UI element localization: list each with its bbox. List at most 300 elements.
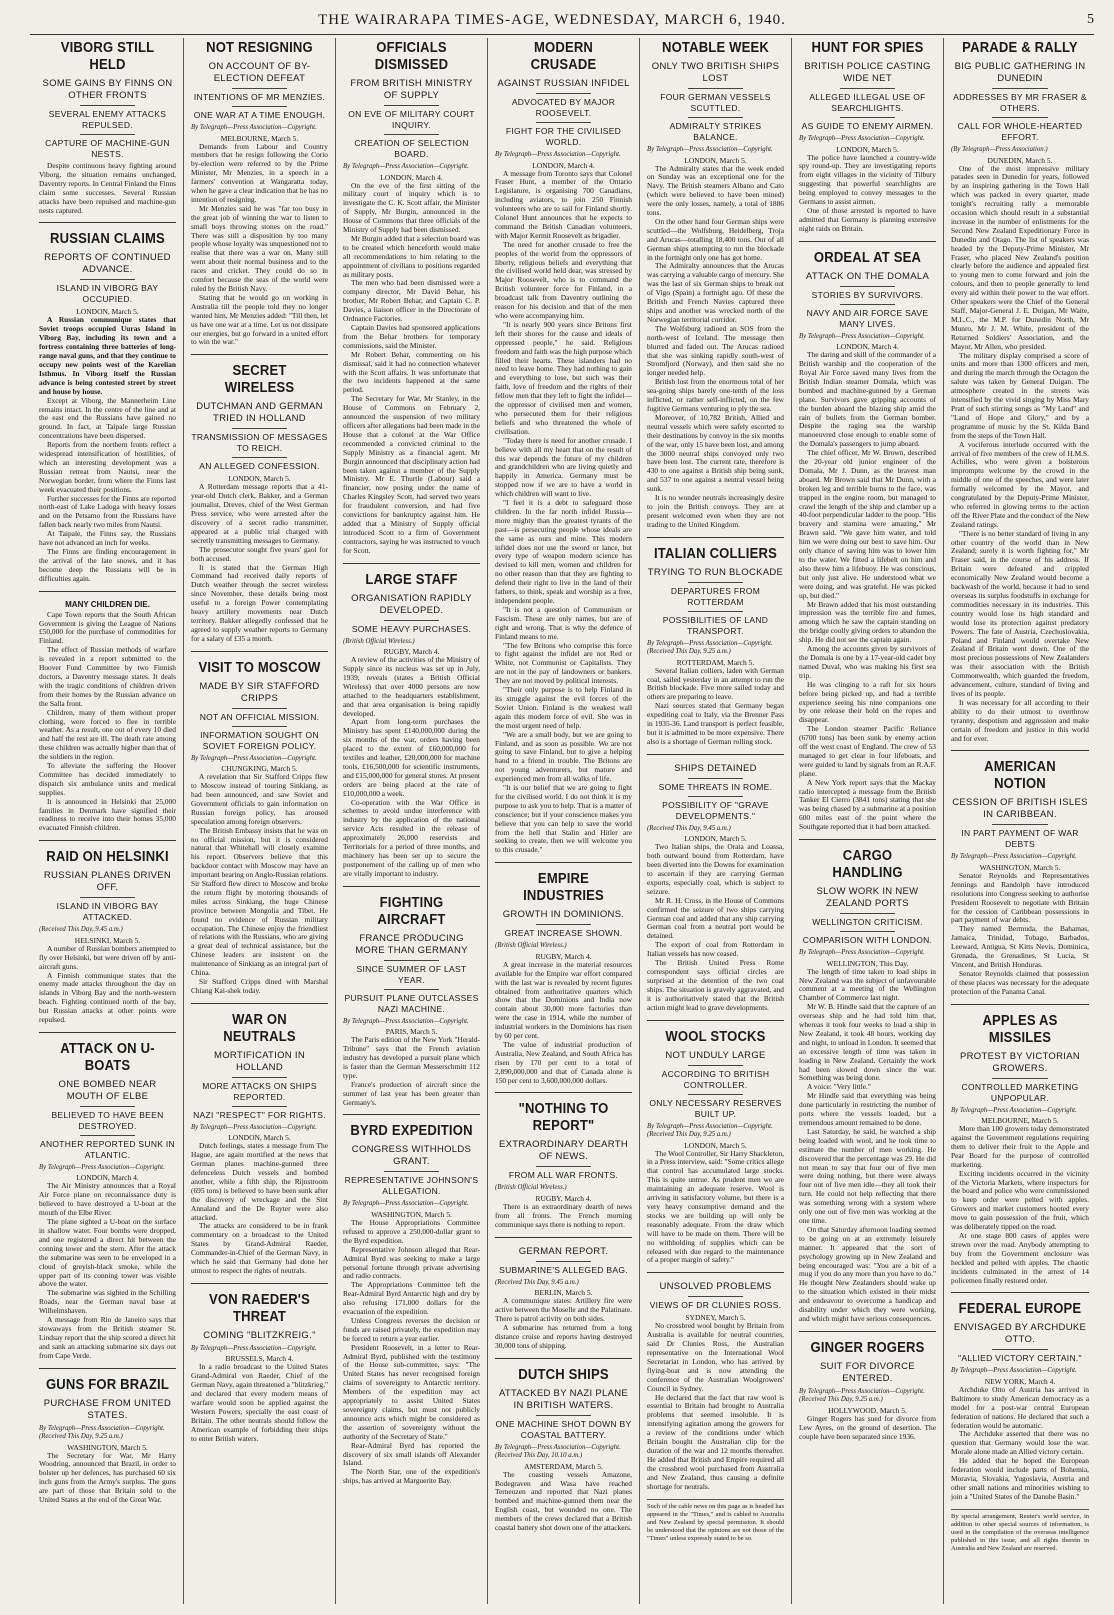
paragraph: "It is not a question of Communism or Fascism. These are only names, but are of right and wrong. That is why the defence of Finland means to me. (495, 604, 632, 641)
article (39, 1368, 176, 1505)
deck-divider (840, 117, 895, 118)
deck-divider (536, 1261, 591, 1262)
paragraph: The plane sighted a U-boat on the surface in shallow water. Four bombs were dropped, and one registered a direct hit between the conning tower and the stern. After the attack the submarine was seen to be enveloped in a cloud of greyish-black smoke, while the upper part of its conning tower was visible above the water. (39, 1217, 176, 1289)
article (647, 754, 784, 1013)
dateline: AMSTERDAM, March 5. (524, 1461, 603, 1471)
paragraph: A voice: "Very little." (807, 1082, 871, 1092)
press-credit: (British Official Wireless.) (343, 637, 415, 645)
paragraph: He declared that the fact that raw wool is essential to Britain had brought to Australia problems that seemed insoluble. It is intensifying agitation among the growers for a review of the conditions under which Britain bought the Australian clip for the duration of the war and 12 months thereafter. He added that British and Empire required all the crossbred wool purchased from Australia and New Zealand, thus causing a definite shortage for neutrals. (647, 1392, 784, 1491)
subheadline: PURCHASE FROM UNITED STATES. (43, 1397, 172, 1421)
headline: BYRD EXPEDITION (350, 1123, 473, 1140)
paragraph: The Air Ministry announces that a Royal Air Force plane on reconnaissance duty is believed to have destroyed a U-boat at the mouth of the Elbe River. (39, 1181, 176, 1218)
press-credit: By Telegraph—Press Association—Copyright. (647, 146, 773, 153)
deck-divider (80, 134, 135, 135)
deck-divider (232, 1106, 287, 1107)
subheadline: ONE WAR AT A TIME ENOUGH. (193, 110, 326, 120)
deck-divider (80, 897, 135, 898)
dateline: LONDON, March 5. (228, 474, 291, 484)
paragraph: On the eve of the first sitting of the military court of inquiry which is to investigate the C. K. Scott affair, the Minister of Supply, Mr Burgin, announced in the House of Commons that three officials of the Ministry of Supply had been dismissed. (343, 180, 480, 235)
headline: FIGHTING AIRCRAFT (377, 894, 446, 928)
article (191, 1003, 328, 1276)
paragraph: On that Saturday afternoon loading seemed to be going on at an extremely leisurely manner. It appeared that the sort of psychology growing up in New Zealand and being encouraged was: "You are a bit of a mug if you do any more than you have to do." He thought New Zealanders should wake up to the situation which existed in their midst and endeavour to overcome a handicap and disability under which they were working, and which might have serious consequences. (799, 1224, 936, 1323)
subheadline: MADE BY SIR STAFFORD CRIPPS (199, 680, 320, 704)
article-body (647, 667, 784, 747)
paragraph: Exciting incidents occurred in the vicinity of the Victoria Markets, where inspectors for the board and police who were commissioned to keep order were pelted with apples. Growers and market customers hooted every move to gain possession of the fruit, which was deliberately tipped on the road. (951, 1168, 1089, 1232)
dateline: WASHINGTON, March 5. (979, 862, 1061, 872)
press-credit: By Telegraph—Press Association—Copyright. (191, 754, 317, 762)
news-column (32, 38, 184, 1604)
article-body (191, 483, 328, 643)
subheadline: ATTACKED BY NAZI PLANE IN BRITISH WATERS. (498, 1387, 629, 1411)
article (951, 1292, 1089, 1501)
subheadline: INTENTIONS OF MR MENZIES. (193, 92, 326, 102)
subheadline: PROTEST BY VICTORIAN GROWERS. (959, 1050, 1081, 1074)
article-body (799, 1415, 936, 1442)
article (799, 839, 936, 1324)
dateline: LONDON, March 5. (684, 1140, 747, 1150)
deck-divider (688, 778, 743, 779)
subheadline: ISLAND IN VIBORG BAY OCCUPIED. (56, 283, 159, 305)
subheadline: REPORTS OF CONTINUED ADVANCE. (44, 252, 171, 276)
paragraph: The police have launched a country-wide spy round-up. They are investigating reports from eight villages in the vicinity of Tilbury suggesting that powerful searchlights are being employed to convey messages to the Germans to assist airmen. (799, 152, 936, 207)
article (343, 886, 480, 1108)
dateline: PARIS, March 5. (385, 1027, 438, 1037)
deck-divider (840, 913, 895, 914)
deck-divider (688, 796, 743, 797)
headline: DUTCH SHIPS (518, 1366, 609, 1383)
paragraph: At one stage 800 cases of apples were strewn over the road. Anybody attempting to buy from the Government enclosure was heckled and pelted with apples. The chaotic incidents culminated in the arrest of 14 policemen finally restored order. (951, 1230, 1089, 1285)
dateline: LONDON, March 4. (380, 172, 443, 182)
subheadline: SOME HEAVY PURCHASES. (351, 623, 472, 634)
article (495, 1092, 632, 1229)
paragraph: Senator Reynolds and Representatives Jennings and Randolph have introduced resolutions into Congress seeking to authorise President Roosevelt to negotiate with Britain for the cession of Caribbean possessions in part payment of war debts. (951, 870, 1089, 925)
press-credit: (By Telegraph—Press Association.) (951, 146, 1048, 153)
dateline: DUNEDIN, March 5. (987, 155, 1053, 165)
subheadline: ON ACCOUNT OF BY-ELECTION DEFEAT (208, 61, 311, 84)
paragraph: He was clinging to a raft for six hours before being picked up, and had a terrible experience seeing his nine companions one by one release their hold on the ropes and disappear. (799, 679, 936, 725)
deck-divider (992, 824, 1047, 825)
article-body (647, 165, 784, 530)
paragraph: The military display comprised a score of units and more than 1300 officers and men, and during the march through the Octagon the salute was taken by General Duigan. The atmosphere created in the streets was intensified by the vivid singing by Miss Mary Pratt of such stirring songs as "My Land" and "Land of Hope and Glory," and by a programme of music by the St. Kilda Band from the steps of the Town Hall. (951, 350, 1089, 440)
press-credit: By Telegraph—Press Association—Copyright. (343, 1200, 469, 1208)
article (39, 1032, 176, 1361)
deck-divider (992, 1078, 1047, 1079)
paragraph: It is no wonder neutrals increasingly desire to join the British convoys. They are at present welcomed even when they are not trading to the United Kingdom. (647, 493, 784, 529)
press-credit: By Telegraph—Press Association—Copyright. (Received This Day, 9.25 a.m.) (647, 639, 773, 656)
press-credit: By Telegraph—Press Association—Copyright. (799, 332, 925, 340)
press-credit: (British Official Wireless.) (495, 942, 567, 950)
subheadline: UNSOLVED PROBLEMS (659, 1281, 772, 1293)
page-number: 5 (1087, 12, 1094, 27)
deck-divider (992, 1349, 1047, 1350)
headline: VISIT TO MOSCOW (198, 659, 321, 676)
deck-divider (232, 1077, 287, 1078)
paragraph: Children, many of them without proper clothing, were forced to flee in terrible weather. As a result, one out of every 10 died and half the rest are ill. The death rate among these children was actually higher than that of the soldiers in the region. (39, 707, 176, 762)
headline: VON RAEDER'S THREAT (209, 1291, 310, 1325)
subheadline: NAVY AND AIR FORCE SAVE MANY LIVES. (806, 307, 929, 329)
paragraph: The attacks are considered to be in frank commentary on a broadcast to the United States by Grand-Admiral Raeder, Commander-in-Chief of the German Navy, in which he said that Germany had done her utmost to respect the rights of neutrals. (191, 1221, 328, 1275)
subheadline: SEVERAL ENEMY ATTACKS REPULSED. (48, 109, 167, 130)
paragraph: A communique states: Artillery fire were active between the Moselle and the Palatinate. There is patrol activity on both sides. (495, 1296, 632, 1323)
deck-divider (536, 1415, 591, 1416)
subheadline: CALL FOR WHOLE-HEARTED EFFORT. (957, 121, 1083, 142)
subheadline: CREATION OF SELECTION BOARD. (354, 138, 469, 159)
deck-divider (688, 1065, 743, 1066)
subheadline: ATTACK ON THE DOMALA (805, 270, 930, 282)
deck-divider (80, 1135, 135, 1136)
paragraph: Mr R. H. Cross, in the House of Commons confirmed the seizure of two ships carrying German coal and added that any ship carrying German coal from a neutral port would be detained. (647, 895, 784, 941)
headline: RAID ON HELSINKI (46, 849, 169, 866)
article (191, 354, 328, 643)
paragraph: Further successes for the Finns are reported north-east of Lake Ladoga with heavy losses and on the Petsamo front the Russians have fallen back nearly two miles from Nautsi. (39, 493, 176, 530)
paragraph: Unless Congress reverses the decision or funds are raised privately, the expedition may be forced to return a year earlier. (343, 1315, 480, 1343)
subheadline: REPRESENTATIVE JOHNSON'S ALLEGATION. (344, 1175, 479, 1197)
deck-divider (688, 88, 743, 89)
deck-divider (384, 134, 439, 135)
subheadline: CAPTURE OF MACHINE-GUN NESTS. (45, 138, 170, 159)
paragraph: "It is our belief that we are going to fight for the civilised world. I do not think it is my purpose to ask you to help. That is a matter of conscience; but if your conscience makes you believe that you can help to save the world from the hell that Stalin and Hitler are seeking to create, then we will welcome you to this crusade." (495, 783, 632, 855)
headline: GINGER ROGERS (810, 1339, 925, 1356)
paragraph: "Today there is need for another crusade. I believe with all my heart that on the result of this war depends the future of my children and grandchildren who are living quietly and happily in America. Germany must be stopped now if we are to have a world in which children will want to live. (495, 435, 632, 499)
paragraph: The daring and skill of the commander of a British warship and the cooperation of the Royal Air Force saved many lives from the British Indian steamer Domala, which was bombed and machine-gunned by a German plane. Survivors gave gripping accounts of the burden aboard the blazing ship amid the rain of bullets from the German bomber. Despite the raging sea the warship manoeuvred close enough to enable some of the Domala's passengers to jump aboard. (799, 350, 936, 449)
subheadline: TRANSMISSION OF MESSAGES TO REICH. (191, 432, 328, 454)
headline: NOT RESIGNING (206, 40, 313, 56)
paragraph: The Secretary for War, Mr Harry Woodring, announced that Brazil, in order to bolster up her defences, has purchased 60 six inch guns from the Army's surplus. The guns are part of those that Britain sold to the United States at the end of the Great War. (39, 1450, 176, 1505)
deck-divider (384, 105, 439, 106)
subheadline: NOT UNDULY LARGE (665, 1049, 766, 1061)
deck-divider (80, 105, 135, 106)
headline: APPLES AS MISSILES (982, 1012, 1058, 1046)
subheadline: SHIPS DETAINED (674, 762, 757, 774)
paragraph: A vociferous interlude occurred with the arrival of five members of the crew of H.M.S. Achilles, who were given a boisterous impromptu welcome by the crowd in the middle of one of the speeches, and were later formally welcomed by the Mayor, and congratulated by the Deputy-Prime Minister, who referred in glowing terms to the action off the River Plate and the conduct of the New Zealand ratings. (951, 439, 1089, 529)
paragraph: Senator Reynolds claimed that possession of these places was necessary for the adequate protection of the Panama Canal. (951, 968, 1089, 996)
paragraph: A revelation that Sir Stafford Cripps flew to Moscow instead of touring Sinkiang, as had been announced, and saw Soviet and Government officials to gain information on Russian foreign policy, has aroused speculation among foreign observers. (191, 772, 328, 826)
subheadline: SLOW WORK IN NEW ZEALAND PORTS (816, 886, 919, 910)
press-credit: By Telegraph—Press Association—Copyright. (951, 1106, 1077, 1114)
press-credit: By Telegraph—Press Association—Copyright. (951, 1367, 1077, 1375)
dateline: SYDNEY, March 5. (685, 1313, 746, 1323)
dateline: LONDON, March 5. (684, 155, 747, 165)
headline: "NOTHING TO REPORT" (518, 1101, 609, 1135)
article-body (647, 843, 784, 1012)
paragraph: The Admiralty announces that the Arucas was carrying a valuable cargo of mercury. She was the last of six German ships to break out of Vigo (Spain) a fortnight ago. Of these the British and French Navies captured three ships and another was wrecked north of the Norwegian territorial corridor. (647, 261, 784, 324)
headline: ATTACK ON U-BOATS (60, 1040, 155, 1074)
article-body (495, 1203, 632, 1230)
paragraph: Co-operation with the War Office in schemes to avoid undue interference with industry by the application of the national service Acts resulted in the release of approximately 26,000 reservists and Territorials for a period of three months, and machinery has been set up to secure the postponement of the calling up of men who are vitally important to industry. (343, 797, 480, 878)
article (343, 40, 480, 556)
press-credit: By Telegraph—Press Association—Copyright. (Received This Day, 9.25 a.m.) (647, 1122, 773, 1139)
dateline: CHUNGKING, March 5. (221, 764, 298, 774)
dateline: WASHINGTON, March 5. (371, 1209, 452, 1219)
paragraph: The Appropriations Committee left the Rear-Admiral Byrd Antarctic high and dry by also refusing 171,000 dollars for the evacuation of the expedition. (343, 1280, 480, 1317)
article (799, 40, 936, 234)
dateline: RUGBY, March 4. (535, 951, 592, 961)
deck-divider (232, 88, 287, 89)
paragraph: Dutch feelings, states a message from The Hague, are again mortified at the news that German planes machine-gunned three defenceless Dutch vessels and bombed another, while a fifth ship, the Rijnstroom (695 tons) is believed to have been sunk after the discovery of wreckage and the Sint Annaland and the De Ruyter were also attacked. (191, 1141, 328, 1222)
headline: NOTABLE WEEK (661, 40, 770, 56)
deck-divider (232, 428, 287, 429)
press-credit: By Telegraph—Press Association—Copyright. (Received This Day, 10.10 a.m.) (495, 1443, 621, 1460)
subheadline: GERMAN REPORT. (518, 1245, 609, 1257)
deck-divider (384, 1171, 439, 1172)
paragraph: One of those arrested is reported to have admitted that Germany is planning extensive night raids on Britain. (799, 205, 936, 233)
dateline: LONDON, March 5. (76, 307, 139, 317)
press-credit: By Telegraph—Press Association—Copyright. (799, 949, 925, 957)
article-body (495, 1297, 632, 1350)
subheadline: SOME GAINS BY FINNS ON OTHER FRONTS (42, 78, 173, 101)
article (951, 750, 1089, 996)
subheadline: DUTCHMAN AND GERMAN TRIED IN HOLLAND (196, 401, 323, 425)
article-body (799, 968, 936, 1324)
paragraph: British lost from the enormous total of her sea-going ships barely one-tenth of the loss inflicted, or rather self-inflicted, on the few fugitive Germans venturing to ply the sea. (647, 377, 784, 413)
paragraph: Mr Menzies said he was "far too busy in the great job of winning the war to listen to small boys throwing stones on the road." There was still a disposition by too many people whose loyalty was unquestioned not to realise that there was a war on. Many still went about their normal business and to the races and cricket. They could do so in comfort because the seas of the world were ruled by the British Navy. (191, 203, 328, 293)
paragraph: The British United Press Rome correspondent says official circles are surprised at the detention of the two coal ships. The situation is gravely aggravated, and it is authoritatively stated that the British action might lead to grave developments. (647, 958, 784, 1012)
headline: GUNS FOR BRAZIL (45, 1376, 170, 1393)
deck-divider (384, 960, 439, 961)
dateline: ROTTERDAM, March 5. (676, 657, 755, 667)
headline: HUNT FOR SPIES (811, 40, 924, 56)
masthead-title: THE WAIRARAPA TIMES-AGE, WEDNESDAY, MARCH 6, 1940. (318, 11, 786, 28)
paragraph: The British Embassy insists that he was on no official mission, but it is considered natural that Whitehall will closely examine his report. Observers believe that this backdoor contact with Moscow may have an important bearing on Anglo-Russian relations. Sir Stafford flew direct to Moscow and broke the return flight by motoring thousands of miles across Sinkiang, the huge Chinese province between Mongolia and Tibet. He found no evidence of Russian military occupation. The Chinese enjoy the friendliest of relations with the Russians, who are giving a great deal of technical assistance, but the Chinese leaders are insistent on the maintenance of Sinkiang as an integral part of China. (191, 825, 328, 978)
headline: LARGE STAFF (365, 571, 458, 588)
paragraph: The coasting vessels Amazone, Bodegraven and Wasa have reached Terneuzen and reported that Nazi planes bombed and machine-gunned them near the English coast, but wounded no one. The members of the crews declared that a British coastal battery shot down one of the attackers. (495, 1469, 632, 1533)
deck-divider (232, 708, 287, 709)
press-credit: (British Official Wireless.) (495, 1184, 567, 1192)
subheadline: ONLY TWO BRITISH SHIPS LOST (651, 61, 780, 84)
subheadline: ONE BOMBED NEAR MOUTH OF ELBE (58, 1078, 157, 1102)
article-body (191, 1142, 328, 1276)
article-body (39, 162, 176, 215)
subheadline: ANOTHER REPORTED SUNK IN ATLANTIC. (39, 1138, 176, 1160)
paragraph: Representative Johnson alleged that Rear-Admiral Byrd was seeking to make a large personal fortune through private advertising and radio contracts. (343, 1244, 480, 1281)
subheadline: BIG PUBLIC GATHERING IN DUNEDIN (954, 61, 1086, 84)
news-column (944, 38, 1096, 1604)
paragraph: "There is no better standard of living in any other country of the world than in New Zealand; surely it is worth fighting for," Mr Fraser said, in the course of his address. If Britain were defeated and crippled economically New Zealand would become a backwash of the world, because it had to send overseas its surplus foodstuffs in exchange for commodities necessary in its industries. This country would lose its high standard and would lose its protection against predatory Powers. The fate of Austria, Czechoslovakia, Poland and Finland would overtake New Zealand if Britain went down. One of the most precious possessions of New Zealanders was their association with the British Commonwealth, which guarded the freedom, advancement, culture, standard of living and lives of its people. (951, 528, 1089, 698)
deck-divider (536, 1166, 591, 1167)
deck-divider (384, 989, 439, 990)
subheadline: MORE ATTACKS ON SHIPS REPORTED. (202, 1080, 317, 1102)
headline: FEDERAL EUROPE (958, 1301, 1082, 1318)
subheadline: ACCORDING TO BRITISH CONTROLLER. (661, 1068, 770, 1090)
deck-divider (688, 611, 743, 612)
article-body (343, 1219, 480, 1486)
deck-divider (536, 122, 591, 123)
subheadline: COMPARISON WITH LONDON. (802, 935, 933, 946)
paragraph: The Wolfsburg radioed an SOS from the north-west of Iceland. The message then blurred and faded out. The Arucas radioed that she was sinking rapidly south-west of Stromfjord (Norway), and then said she no longer needed help. (647, 323, 784, 378)
paragraph: A message from Toronto says that Colonel Fraser Hunt, a member of the Ontario Legislature, is organising 700 Canadians, including aviators, to join 250 Finnish volunteers who are to sail for Finland shortly. Colonel Hunt announces that he expects to command the British Canadian volunteers, with Major Kermit Roosevelt as brigadier. (495, 168, 632, 240)
paragraph: "It is nearly 900 years since Britons first left their shores for the cause and ideals of oppressed people," he said. Religious freedom and faith was the high purpose which filled their hearts. These islanders had no need to leave home. They had nothing to gain and everything to lose, but such was their faith, love of freedom and the rights of their fellow men that they left to fight the infidel—the oppressor of civilised men and women, who persecuted them for their religious beliefs and who threatened the whole of civilisation. (495, 319, 632, 436)
press-credit: (Received This Day, 9.45 a.m.) (647, 824, 731, 832)
headline: VIBORG STILL HELD (60, 40, 155, 73)
deck-divider (840, 286, 895, 287)
paragraph: The export of coal from Rotterdam in Italian vessels has now ceased. (647, 940, 784, 959)
paragraph: Mr Hindle said that everything was being done particularly in restricting the number of ports where the vessels loaded, but a tremendous amount remained to be done. (799, 1091, 936, 1127)
deck-divider (688, 582, 743, 583)
paragraph: Two Italian ships, the Orata and Loassa, both outward bound from Rotterdam, have been diverted into the Downs for examination to ascertain if they are carrying German exports, especially coal, which is subject to seizure. (647, 842, 784, 896)
paragraph: The effect of Russian methods of warfare is revealed in a report submitted to the Hoover Fund Committee by two Finnish doctors, a Daventry message states. It deals with the tragic conditions of children driven from their homes by the Russian advance on the Salla front. (39, 645, 176, 708)
news-column (640, 38, 792, 1604)
subheadline: BELIEVED TO HAVE BEEN DESTROYED. (51, 1109, 164, 1131)
paragraph: The Archduke asserted that there was no question that Germany would lose the war. Morale alone made an Allied victory certain. (951, 1429, 1089, 1457)
paragraph: Stating that he would go on working in Australia till the people told they no longer wanted him, Mr Menzies added: "Till then, let us have one war at a time. Let us not dissipate our energies, but go forward in a united effort to win the war." (191, 292, 328, 347)
article-body (191, 1363, 328, 1443)
dateline: MELBOURNE, March 5. (220, 133, 299, 143)
headline: RUSSIAN CLAIMS (50, 231, 165, 248)
dateline: RUGBY, March 4. (383, 647, 440, 657)
paragraph: Mr Burgin added that a selection board was to be created which henceforth would make all recommendations to him relating to the appointment of civilians to positions regarded as military posts. (343, 233, 480, 279)
paragraph: At Taipale, the Finns say, the Russians have not advanced an inch for weeks. (39, 529, 176, 548)
paragraph: France's production of aircraft since the summer of last year has been greater than Germany's. (343, 1079, 480, 1107)
article (39, 222, 176, 583)
press-credit: By Telegraph—Press Association—Copyright. (495, 151, 621, 158)
paragraph: Mr W. B. Hindle said that the capture of an overseas ship and he had told him that, whereas it took four weeks to load a ship in New Zealand, it took 48 hours, working day and night, to unload in London. It seemed that an excessive length of time was taken in loading in New Zealand. Certainly the work had been slowed down since the war. Something was being done. (799, 1002, 936, 1083)
paragraph: No crossbred wool bought by Britain from Australia is available for neutral countries, said Dr Clunies Ross, the Australian representative on the International Wool Secretariat in London, who has arrived by flying-boat and is now attending the conference of the Australian Woolgrowers' Council in Sydney. (647, 1321, 784, 1393)
paragraph: A New York report says that the Mackay radio intercepted a message from the British Tanker El Cierro (3841 tons) stating that she was being chased by a submarine at a position 600 miles east of the point where the Southgate reported that it had been attacked. (799, 777, 936, 832)
paragraph: On the other hand four German ships were scuttled—the Wolfsburg, Heidelberg, Troja and Arucas—totalling 18,400 tons. Out of all German ships attempting to run the blockade in the fortnight only one has got home. (647, 216, 784, 262)
press-credit: By Telegraph—Press Association—Copyright. (343, 1017, 469, 1025)
subheadline: POSSIBILITY OF "GRAVE DEVELOPMENTS." (662, 799, 769, 821)
article-body (191, 143, 328, 348)
paragraph: The Wool Controller, Sir Harry Shackleton, in a Press interview, said: "Some critics allege that control has accumulated large stocks. This is quite untrue. As prudent men we are maintaining an adequate reserve. Wool is arriving in satisfactory volume, but there is a very heavy consumptive demand and the stocks we are building up will only be reasonably adequate. From the draw which will have to be made on them. There will be no withholding of supplies which can be released with due regard to the maintenance of a proper margin of safety." (647, 1148, 784, 1265)
article-body (799, 154, 936, 234)
news-column (336, 38, 488, 1604)
paragraph: A Rotterdam message reports that a 41-year-old Dutch clerk, Bakker, and a German journalist, Dreves, chief of the West German Press service, who were arrested after the discovery of a secret radio transmitter, appeared at a public trial charged with secretly transmitting messages to Germany. (191, 482, 328, 545)
article (799, 241, 936, 832)
article-body (951, 872, 1089, 997)
subheadline: NAZI "RESPECT" FOR RIGHTS. (193, 1109, 326, 1120)
article-body (39, 611, 176, 834)
dateline: BRUSSELS, March 4. (225, 1354, 294, 1364)
article-body (39, 1452, 176, 1505)
article (39, 840, 176, 1025)
times-cable-note: Such of the cable news on this page as is headed has appeared in the "Times," and is cabled to Australia and New Zealand by special permission. It should be understood that the opinions are not those of the "Times" unless expressly stated to be so. (647, 1499, 784, 1543)
paragraph: The Secretary for War, Mr Stanley, in the House of Commons on February 2, announced the suspension of two military officers after allegations had been made in the House that a colonel at the War Office recommended a convicted criminal to the Supply Ministry as a financial agent. Mr Burgin announced that disciplinary action had been taken against a member of the Supply Ministry. Mr E. Thurtle (Labour) said a financier, now posing under the name of Charles Kingsley Scott, had served two years for fraudulent conversion, and had five convictions for bankruptcy against him. He added that a Ministry of Supply official introduced Scott to a firm of Government contractors, saying he was instructed to vouch for Scott. (343, 394, 480, 555)
subheadline: FROM BRITISH MINISTRY OF SUPPLY (350, 78, 473, 101)
deck-divider (688, 117, 743, 118)
subheadline: EXTRAORDINARY DEARTH OF NEWS. (499, 1139, 628, 1163)
article-body (39, 1182, 176, 1360)
article-body (343, 656, 480, 879)
dateline: LONDON, March 4. (532, 160, 595, 170)
press-credit: By Telegraph—Press Association—Copyright. (191, 1123, 317, 1131)
deck-divider (80, 1106, 135, 1107)
paragraph: Except at Viborg, the Mannerheim Line remains intact. In the centre of the line and at the east end the Russians have gained no ground. In fact, at Taipale large Russian concentrations have been dispersed. (39, 395, 176, 441)
subheadline: CESSION OF BRITISH ISLES IN CARIBBEAN. (952, 797, 1088, 821)
paragraph: The House Appropriations Committee refused to approve a 250,000-dollar grant to the Byrd expedition. (343, 1217, 480, 1245)
article (495, 862, 632, 1085)
headline: PARADE & RALLY (962, 40, 1078, 56)
dateline: WELLINGTON, This Day. (826, 958, 909, 968)
paragraph: A Russian communique states that Soviet troops occupied Uuras Island in Viborg Bay, including its town and a fortress containing three batteries of long-range naval guns, and that they continue to occupy new points west of the Karelian Isthmus. In Viborg itself the Russian advance is being contested street by street and house by house. (39, 315, 176, 396)
paragraph: President Roosevelt, in a letter to Rear-Admiral Byrd, published with the testimony of the House sub-committee, says: "The United States has never recognised foreign claims of sovereignty to Antarctic territory. Members of the expedition may act appropriately to assist United States sovereignty claims, but must not publicly announce acts which might be considered as the assertion of sovereignty without the authority of the Secretary of State." (343, 1342, 480, 1441)
deck-divider (840, 931, 895, 932)
subheadline: "ALLIED VICTORY CERTAIN." (958, 1353, 1082, 1364)
article-body (799, 351, 936, 832)
subheadline: ADMIRALTY STRIKES BALANCE. (669, 121, 762, 142)
paragraph: In a radio broadcast to the United States Grand-Admiral von Raeder, Chief of the German Navy, again threatened a "blitzkrieg," and declared that every modern means of warfare would soon be applied against the Western Powers, specially the east coast of Britain. The other neutrals should follow the American example of forbidding their ships to enter British waters. (191, 1362, 328, 1443)
paragraph: There is an extraordinary dearth of news from all fronts. The French morning communique says there is nothing to report. (495, 1201, 632, 1229)
subheadline: WELLINGTON CRITICISM. (812, 917, 923, 928)
paragraph: Captain Davies had sponsored applications from the Behar brothers for temporary commissions, said the Minister. (343, 323, 480, 350)
article (495, 1358, 632, 1533)
article (343, 563, 480, 879)
paragraph: The length of time taken to load ships in New Zealand was the subject of unfavourable comment at a meeting of the Wellington Chamber of Commerce last night. (799, 966, 936, 1003)
dateline: LONDON, March 5. (228, 1133, 291, 1143)
article-body (647, 1322, 784, 1491)
deck-divider (80, 279, 135, 280)
article-body (343, 1036, 480, 1107)
subheadline: IN PART PAYMENT OF WAR DEBTS (961, 828, 1079, 850)
dateline: LONDON, March 5. (684, 834, 747, 844)
subheadline: ADDRESSES BY MR FRASER & OTHERS. (953, 92, 1087, 113)
paragraph: Nazi sources stated that Germany began expediting coal to Italy, via the Brenner Pass in 1935-36. Land transport is perfect feasible, but it is admitted to be more expensive. There also is a shortage of German rolling stock. (647, 701, 784, 746)
subheadline: CONGRESS WITHHOLDS GRANT. (351, 1144, 472, 1168)
paragraph: Apart from long-term purchases the Ministry has spent £140,000,000 during the six months of the war, orders having been placed to the extent of £60,000,000 for textiles and leather, £20,000,000 for machine tools, £16,500,000 for scientific instruments, and £15,000,000 for general stores. At present orders are being placed at the rate of £10,000,000 a week. (343, 717, 480, 798)
article-body (39, 316, 176, 583)
subheadline: SUBMARINE'S ALLEGED BAG. (499, 1264, 628, 1275)
paragraph: Sir Stafford Cripps dined with Marshal Chiang Kai-shek today. (191, 977, 328, 995)
paragraph: Mr Brawn added that his most outstanding impression was the terrible fire and fumes, among which he saw the captain standing on the bridge coolly giving orders to abandon the ship. He did not see the captain again. (799, 599, 936, 645)
paragraph: A Finnish communique states that the enemy made attacks throughout the day on islands in Viborg Bay and the north-western beach. Fighting continued north of the bay, but Russian attacks at other points were repulsed. (39, 970, 176, 1025)
paragraph: The submarine was sighted in the Schilling Roads, near the German naval base at Wilhelmshaven. (39, 1288, 176, 1316)
news-column (792, 38, 944, 1604)
article (647, 40, 784, 530)
article (39, 591, 176, 834)
article (191, 1283, 328, 1444)
paragraph: Reports from the northern fronts reflect a widespread intensification of hostilities, of which an interesting development was a Russian retreat from Nautsi, near the Norwegian border, from where the Finns last week evacuated their positions. (39, 440, 176, 494)
paragraph: A submarine has returned from a long distance cruise and reports having destroyed 30,000 tons of shipping. (495, 1322, 632, 1350)
dateline: HELSINKI, March 5. (74, 935, 141, 945)
paragraph: "Their only purpose is to help Finland in its struggle against the evil forces of the Soviet Union. Finland is the weakest wall again this modern force of evil. She was in the most urgent need of help. (495, 685, 632, 730)
article-body (495, 1471, 632, 1533)
headline: EMPIRE INDUSTRIES (523, 871, 604, 905)
article (191, 651, 328, 996)
paragraph: Rear-Admiral Byrd has reported the discovery of six small islands off Alexander Island. (343, 1440, 480, 1468)
article (647, 1020, 784, 1266)
dateline: HOLLYWOOD, March 5. (828, 1405, 907, 1415)
deck-divider (992, 117, 1047, 118)
subheadline: CONTROLLED MARKETING UNPOPULAR. (961, 1081, 1079, 1103)
article (495, 1237, 632, 1351)
headline: AMERICAN NOTION (984, 759, 1056, 793)
paragraph: Cape Town reports that the South African Government is giving the League of Nations £50,000 for the purchase of commodities for Finland. (39, 609, 176, 646)
reuters-note: By special arrangement, Reuter's world service, in addition to other special sources of information, is used in the compilation of the overseas intelligence published in this issue, and all rights therein in Australia and New Zealand are reserved. (951, 1509, 1089, 1553)
headline: MODERN CRUSADE (530, 40, 597, 73)
section-subhead: MANY CHILDREN DIE. (65, 599, 150, 609)
subheadline: MORTIFICATION IN HOLLAND (213, 1049, 305, 1073)
paragraph: The prosecutor sought five years' gaol for both accused. (191, 544, 328, 563)
article (495, 40, 632, 855)
paragraph: It was necessary for all according to their ability to do their utmost to overthrow tyranny, despotism and aggression and make certain of freedom and justice in this world and for ever. (951, 697, 1089, 743)
news-column (184, 38, 336, 1604)
article (951, 1004, 1089, 1286)
subheadline: NOT AN OFFICIAL MISSION. (199, 711, 320, 722)
subheadline: FROM ALL WAR FRONTS. (508, 1170, 619, 1181)
press-credit: By Telegraph—Press Association—Copyright. (343, 163, 469, 170)
subheadline: AN ALLEGED CONFESSION. (199, 461, 320, 472)
subheadline: BRITISH POLICE CASTING WIDE NET (804, 61, 931, 84)
dateline: RUGBY, March 4. (535, 1193, 592, 1203)
paragraph: Ginger Rogers has sued for divorce from Lew Ayres, on the ground of desertion. The couple have been separated since 1936. (799, 1413, 936, 1441)
press-credit: (Received This Day, 9.45 a.m.) (39, 926, 123, 934)
paragraph: The men who had been dismissed were a company director, Mr David Behar, his brother, Mr Robert Behar, and Captain C. P. Davies, a liaison officer in the Directorate of Ordnance Factories. (343, 278, 480, 324)
subheadline: POSSIBILITIES OF LAND TRANSPORT. (662, 614, 769, 636)
subheadline: ALLEGED ILLEGAL USE OF SEARCHLIGHTS. (809, 92, 926, 113)
article-body (495, 170, 632, 856)
article-body (343, 182, 480, 556)
subheadline: GREAT INCREASE SHOWN. (504, 928, 623, 939)
paragraph: It is announced in Helsinki that 25,000 families in Denmark have signified their readiness to receive into their homes 35,000 evacuated Finnish children. (39, 796, 176, 833)
